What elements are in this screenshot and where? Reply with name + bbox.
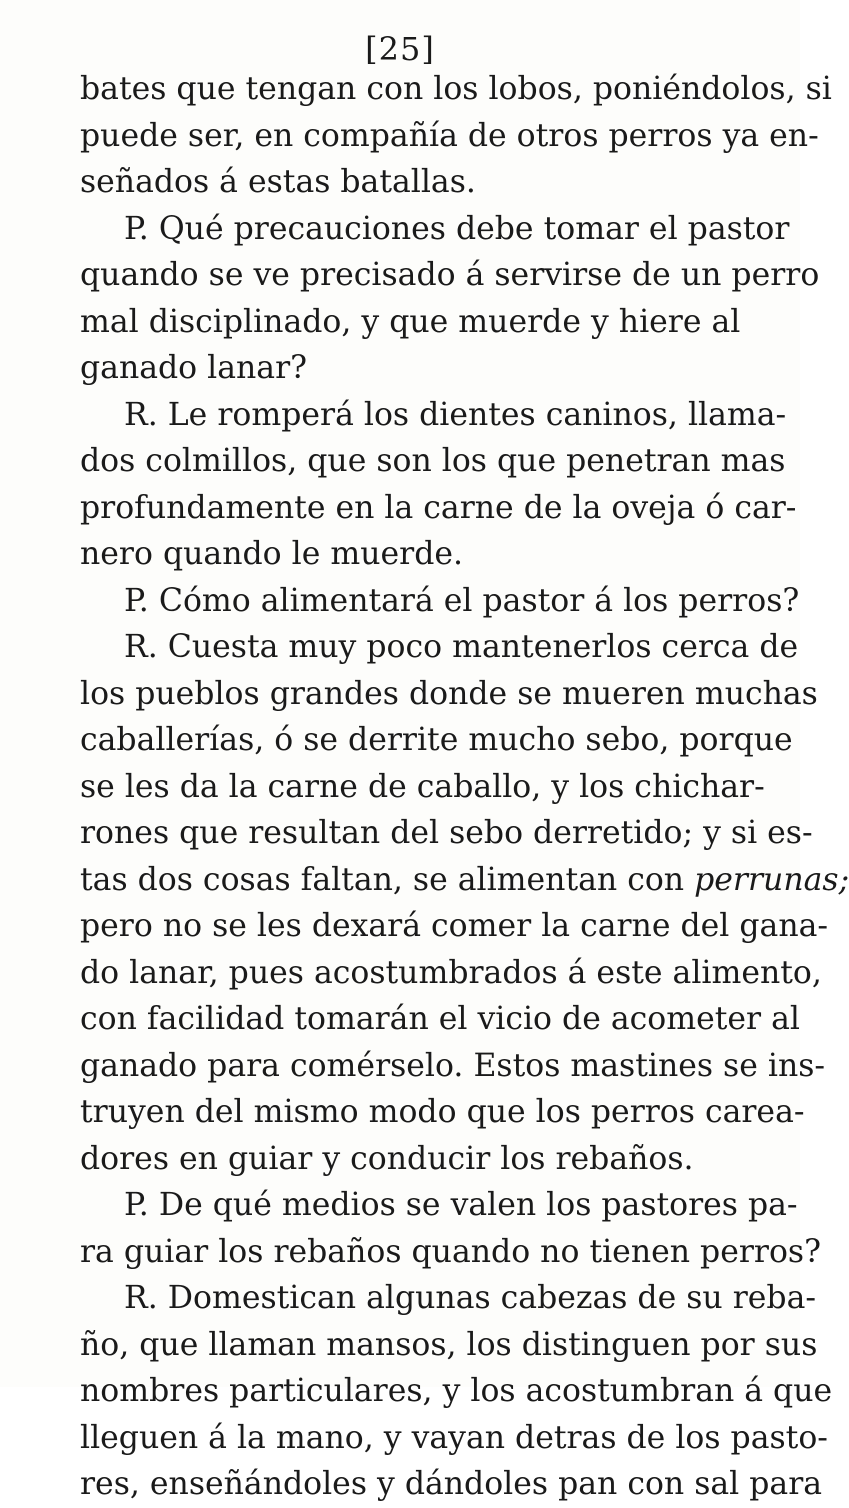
text-line [80, 1043, 826, 1090]
text-line-content: caballerías, ó se derrite mucho sebo, porque [80, 722, 793, 758]
text-line-content: dores en guiar y conducir los rebaños. [80, 1140, 694, 1177]
text-line [80, 392, 787, 439]
text-line [80, 1275, 817, 1322]
italic-word: perrunas; [694, 861, 849, 898]
text-line-content: ra guiar los rebaños quando no tienen perros? [80, 1233, 821, 1270]
text-line-content: ño, que llaman mansos, los distinguen por sus [80, 1326, 818, 1363]
text-line-content: tas dos cosas faltan, se alimentan con [80, 861, 695, 898]
text-line-content: R. Le romperá los dientes caninos, llama- [124, 396, 787, 433]
text-line-content: señados á estas batallas. [80, 164, 476, 200]
text-line [80, 113, 819, 160]
text-line-content: nombres particulares, y los acostumbran á que [80, 1373, 833, 1409]
text-line [80, 252, 820, 299]
text-line [80, 438, 786, 485]
text-line-content: mal disciplinado, y que muerde y hiere al [80, 303, 741, 340]
text-line-content: quando se ve precisado á servirse de un perro [80, 257, 820, 293]
text-line [80, 1368, 833, 1415]
text-line-content: rones que resultan del sebo derretido; y si es- [80, 815, 813, 851]
text-line [80, 345, 740, 392]
text-line [80, 996, 800, 1043]
text-line [80, 1136, 740, 1183]
body-text [80, 66, 849, 1508]
text-line-content: pero no se les dexará comer la carne del gana- [80, 908, 829, 944]
text-line [80, 1461, 823, 1508]
text-line [80, 1322, 818, 1369]
text-line-content: lleguen á la mano, y vayan detras de los pasto- [80, 1419, 828, 1456]
text-line-content: R. Domestican algunas cabezas de su reba- [124, 1280, 817, 1316]
text-line [80, 1182, 798, 1229]
text-line [80, 764, 765, 811]
text-line [80, 485, 797, 532]
text-line [80, 1415, 828, 1462]
text-line-content: P. Qué precauciones debe tomar el pastor [124, 210, 790, 247]
text-line [80, 903, 829, 950]
text-line-content: dos colmillos, que son los que penetran mas [80, 443, 786, 479]
text-line [80, 1229, 821, 1276]
text-line-content: profundamente en la carne de la oveja ó car- [80, 489, 797, 526]
text-line [80, 206, 790, 253]
text-line [80, 531, 740, 578]
text-line [80, 578, 800, 625]
page-number: [25] [365, 30, 435, 68]
text-line-content: los pueblos grandes donde se mueren muchas [80, 675, 818, 712]
text-line-content: R. Cuesta muy poco mantenerlos cerca de [124, 629, 799, 665]
text-line [80, 299, 740, 346]
text-line-content: puede ser, en compañía de otros perros ya en- [80, 117, 819, 154]
text-line [80, 66, 832, 113]
text-line [80, 950, 822, 997]
text-line [80, 671, 818, 718]
text-line [80, 159, 740, 206]
text-line [80, 810, 813, 857]
text-line-content: bates que tengan con los lobos, poniéndolos, si [80, 71, 832, 107]
text-line-content: se les da la carne de caballo, y los chichar- [80, 768, 765, 805]
text-line [80, 1089, 805, 1136]
text-line-content: con facilidad tomarán el vicio de acometer al [80, 1001, 800, 1037]
text-line-content: truyen del mismo modo que los perros carea- [80, 1094, 805, 1130]
text-line-content: res, enseñándoles y dándoles pan con sal para [80, 1466, 823, 1502]
text-line-content: P. De qué medios se valen los pastores pa- [124, 1187, 798, 1223]
text-line [80, 717, 793, 764]
text-line [80, 624, 799, 671]
text-line [80, 857, 849, 904]
text-line-content: ganado lanar? [80, 350, 308, 386]
text-line-content: P. Cómo alimentará el pastor á los perros? [124, 582, 800, 619]
text-line-content: nero quando le muerde. [80, 536, 464, 572]
text-line-content: ganado para comérselo. Estos mastines se ins- [80, 1047, 826, 1084]
text-line-content: do lanar, pues acostumbrados á este alimento, [80, 954, 822, 991]
